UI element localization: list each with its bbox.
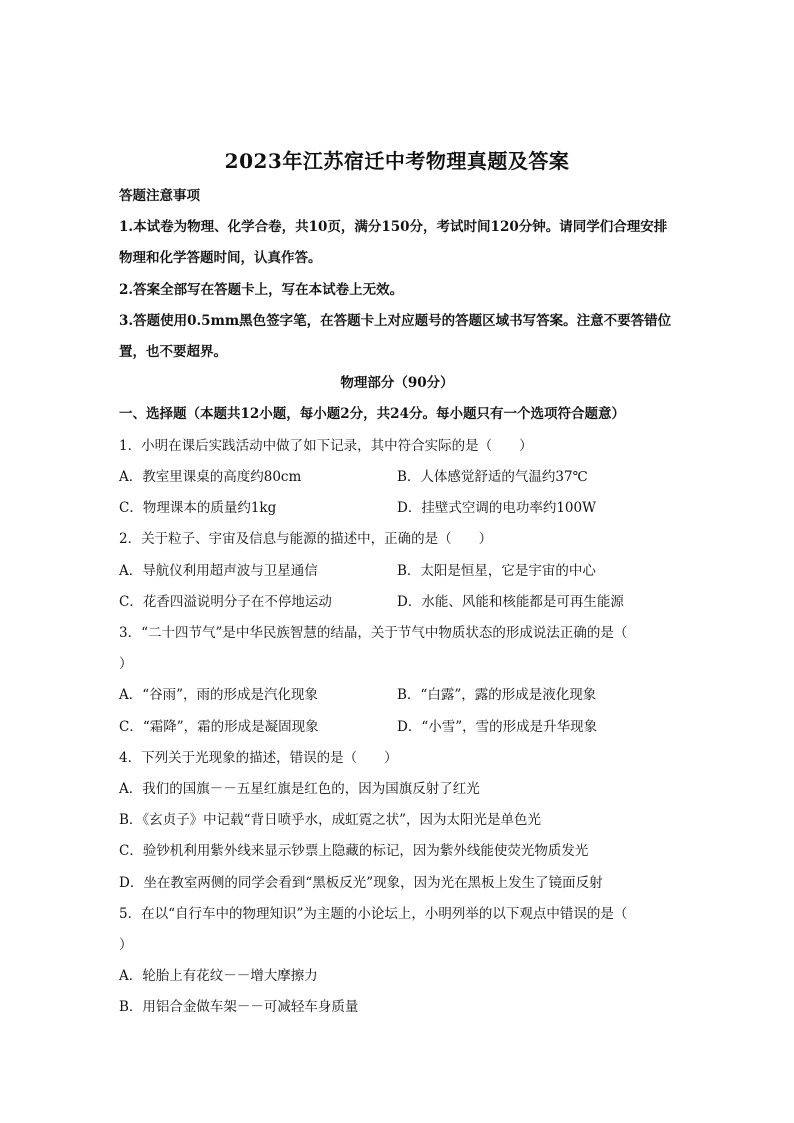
q3-stem: 3．“二十四节气”是中华民族智慧的结晶，关于节气中物质状态的形成说法正确的是（ [119,625,628,641]
q5-stem: 5．在以“自行车中的物理知识”为主题的小论坛上，小明列举的以下观点中错误的是（ [119,906,628,922]
q5-option-b: B．用铝合金做车架－－可减轻车身质量 [119,999,359,1015]
q3-option-a: A．“谷雨”，雨的形成是汽化现象 [119,687,319,703]
section-title: 物理部分（90分） [340,375,454,391]
notice-line-3: 2.答案全部写在答题卡上，写在本试卷上无效。 [119,282,404,298]
q2-option-c: C．花香四溢说明分子在不停地运动 [119,594,332,610]
q3-stem-continued: ） [119,656,133,672]
page-title: 2023年江苏宿迁中考物理真题及答案 [224,149,570,173]
q3-option-c: C．“霜降”，霜的形成是凝固现象 [119,719,319,735]
q4-option-c: C．验钞机利用紫外线来显示钞票上隐藏的标记，因为紫外线能使荧光物质发光 [119,843,589,859]
q2-option-b: B．太阳是恒星，它是宇宙的中心 [397,563,596,579]
notice-line-1: 1.本试卷为物理、化学合卷，共10页，满分150分，考试时间120分钟。请同学们合理安排 [119,219,668,235]
notice-heading: 答题注意事项 [119,188,200,204]
q2-option-d: D．水能、风能和核能都是可再生能源 [397,594,624,610]
part-heading: 一、选择题（本题共12小题，每小题2分，共24分。每小题只有一个选项符合题意） [119,406,625,422]
q3-option-d: D．“小雪”，雪的形成是升华现象 [397,719,598,735]
q1-option-a: A．教室里课桌的高度约80cm [119,469,302,485]
q1-option-b: B．人体感觉舒适的气温约37℃ [397,469,588,485]
q3-option-b: B．“白露”，露的形成是液化现象 [397,687,597,703]
q1-stem: 1．小明在课后实践活动中做了如下记录，其中符合实际的是（ ） [119,438,533,454]
q5-stem-continued: ） [119,937,133,953]
q4-stem: 4．下列关于光现象的描述，错误的是（ ） [119,750,398,766]
notice-line-4: 3.答题使用0.5mm黑色签字笔，在答题卡上对应题号的答题区域书写答案。注意不要答错位 [119,313,672,329]
notice-line-2: 物理和化学答题时间，认真作答。 [119,250,322,266]
q5-option-a: A．轮胎上有花纹－－增大摩擦力 [119,968,318,984]
q2-stem: 2．关于粒子、宇宙及信息与能源的描述中，正确的是（ ） [119,531,493,547]
q2-option-a: A．导航仪利用超声波与卫星通信 [119,563,318,579]
q4-option-a: A．我们的国旗－－五星红旗是红色的，因为国旗反射了红光 [119,781,480,797]
q1-option-d: D．挂壁式空调的电功率约100W [397,500,596,516]
q4-option-d: D．坐在教室两侧的同学会看到“黑板反光”现象，因为光在黑板上发生了镜面反射 [119,875,603,891]
notice-line-5: 置，也不要超界。 [119,344,227,360]
q1-option-c: C．物理课本的质量约1kg [119,500,277,516]
q4-option-b: B．《玄贞子》中记载“背日喷乎水，成虹霓之状”，因为太阳光是单色光 [119,812,541,828]
